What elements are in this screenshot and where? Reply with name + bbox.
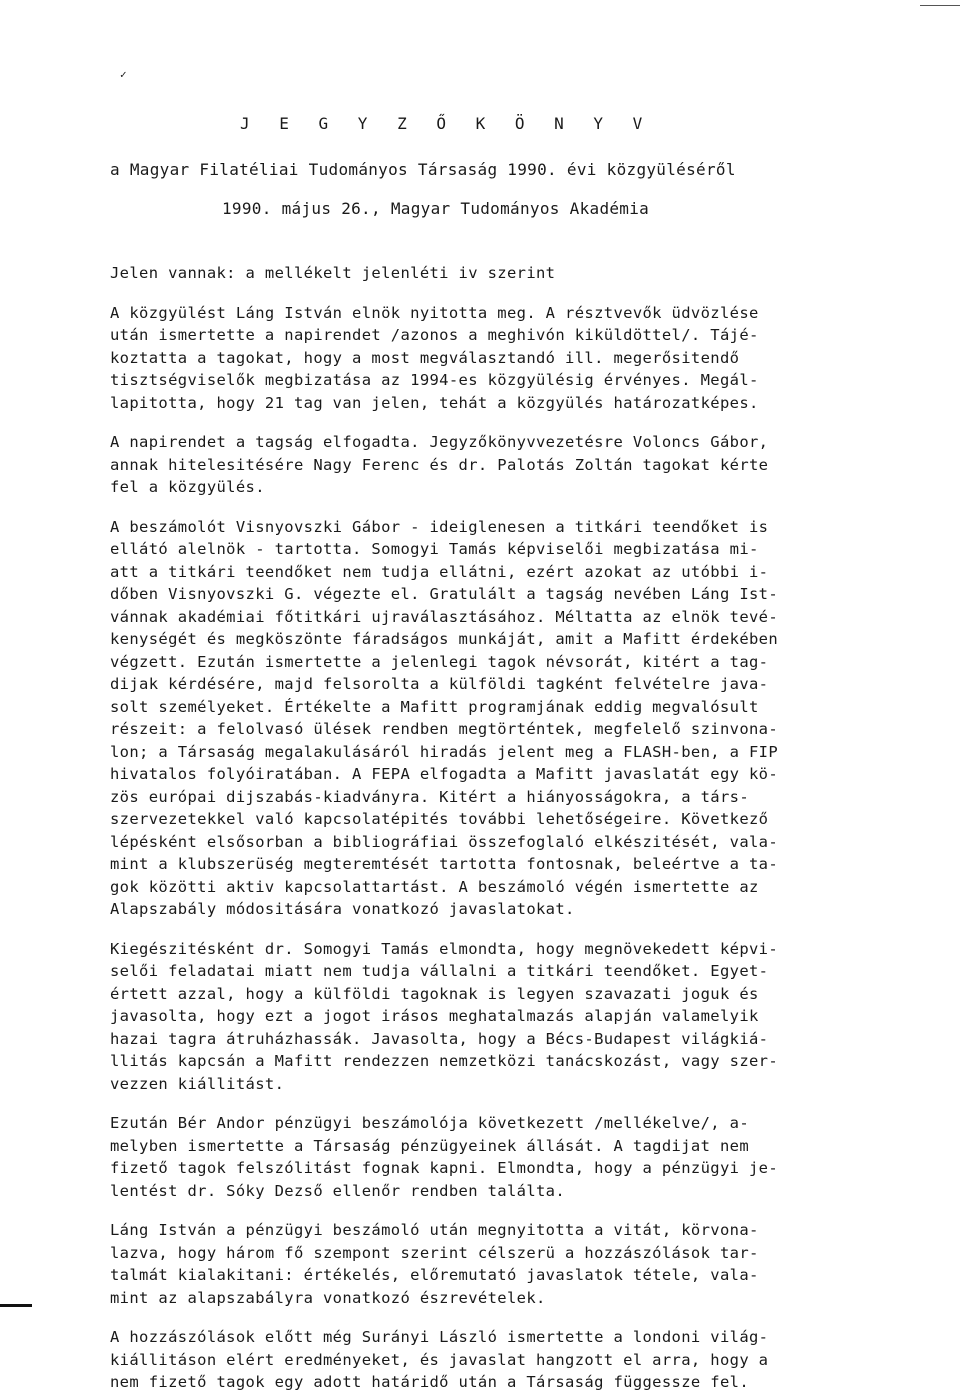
paragraph [110,302,885,415]
text-line: hivatalos folyóiratában. A FEPA elfogadta a Mafitt javaslatát egy kö- [110,765,779,783]
document-date-location: 1990. május 26., Magyar Tudományos Akadémia [222,199,650,218]
paragraph [110,262,885,285]
text-line: vánnak akadémiai főtitkári ujraválasztásához. Méltatta az elnök tevé- [110,607,779,626]
text-line: melyben ismertette a Társaság pénzügyeinek állását. A tagdijat nem [110,1136,749,1155]
paragraph [110,1326,885,1394]
text-line: koztatta a tagokat, hogy a most megválasztandó ill. megerősitendő [110,348,740,367]
paragraph [110,516,885,921]
paragraph-gap [110,1309,885,1326]
text-line: szervezetekkel való kapcsolatépités további lehetőségeire. Következő [110,810,769,828]
text-line: kenységét és megköszönte fáradságos munkáját, amit a Mafitt érdekében [110,630,779,648]
text-line: lazva, hogy három fő szempont szerint célszerü a hozzászólások tar- [110,1243,759,1262]
paragraph-gap [110,499,885,516]
paragraph-gap [110,921,885,938]
text-line: hazai tagra átruházhassák. Javasolta, hogy a Bécs-Budapest világkiá- [110,1029,769,1048]
paragraph-gap [110,285,885,302]
paragraph [110,938,885,1096]
text-line: annak hitelesitésére Nagy Ferenc és dr. Palotás Zoltán tagokat kérte [110,455,769,474]
text-line: dőben Visnyovszki G. végezte el. Gratulált a tagság nevében Láng Ist- [110,585,779,603]
text-line: Alapszabály módositására vonatkozó javaslatokat. [110,900,575,918]
text-line: Ezután Bér Andor pénzügyi beszámolója következett /mellékelve/, a- [110,1114,749,1132]
document-subtitle: a Magyar Filatéliai Tudományos Társaság 1990. évi közgyüléséről [110,160,736,179]
paragraph [110,1112,885,1202]
text-line: Kiegészitésként dr. Somogyi Tamás elmondta, hogy megnövekedett képvi- [110,939,779,958]
paragraph [110,1219,885,1309]
text-line: ellátó alelnök - tartotta. Somogyi Tamás képviselői megbizatása mi- [110,540,759,558]
text-line: gok közötti aktiv kapcsolattartást. A beszámoló végén ismertette az [110,877,759,896]
text-line: Láng István a pénzügyi beszámoló után megnyitotta a vitát, körvona- [110,1221,759,1239]
text-line: A beszámolót Visnyovszki Gábor - ideiglenesen a titkári teendőket is [110,517,769,536]
text-line: mint a klubszerüség megteremtését tartotta fontosnak, beleértve a ta- [110,855,779,873]
paragraph-gap [110,1202,885,1219]
text-line: fel a közgyülés. [110,478,265,496]
paragraph-gap [110,414,885,431]
text-line: után ismertette a napirendet /azonos a meghivón kiküldöttel/. Tájé- [110,326,759,344]
text-line: végzett. Ezután ismertette a jelenlegi tagok névsorát, kitért a tag- [110,652,769,671]
text-line: dijak kérdésére, majd felsorolta a külföldi tagként felvételre java- [110,675,769,693]
paragraph-gap [110,1095,885,1112]
text-line: lentést dr. Sóky Dezső ellenőr rendben találta. [110,1181,566,1200]
document-body [110,262,885,1394]
text-line: solt személyeket. Értékelte a Mafitt programjának eddig megvalósult [110,697,759,716]
scan-mark-bottom-left [0,1304,32,1307]
text-line: llitás kapcsán a Mafitt rendezzen nemzetközi tanácskozást, vagy szer- [110,1052,779,1070]
text-line: kiállitáson elért eredményeket, és javaslat hangzott el arra, hogy a [110,1350,769,1369]
scan-mark-top-right [920,5,960,6]
text-line: nem fizető tagok egy adott határidő után a Társaság függessze fel. [110,1373,749,1391]
text-line: zös európai dijszabás-kiadványra. Kitért a hiányosságokra, a társ- [110,787,749,806]
text-line: mint az alapszabályra vonatkozó észrevételek. [110,1288,546,1307]
text-line: talmát kialakitani: értékelés, előremutató javaslatok tétele, vala- [110,1266,759,1284]
text-line: javasolta, hogy ezt a jogot irásos meghatalmazás alapján valamelyik [110,1007,759,1025]
text-line: A napirendet a tagság elfogadta. Jegyzőkönyvvezetésre Voloncs Gábor, [110,433,769,451]
text-line: lapitotta, hogy 21 tag van jelen, tehát a közgyülés határozatképes. [110,393,759,412]
text-line: lépésként elsősorban a bibliográfiai összefoglaló elkészitését, vala- [110,832,779,851]
paragraph [110,431,885,499]
text-line: részeit: a felolvasó ülések rendben megtörténtek, megfelelő szinvona- [110,720,779,738]
text-line: tisztségviselők megbizatása az 1994-es közgyülésig érvényes. Megál- [110,371,759,389]
text-line: vezzen kiállitást. [110,1074,285,1093]
text-line: A közgyülést Láng István elnök nyitotta meg. A résztvevők üdvözlése [110,303,759,322]
scan-mark: ✓ [120,68,127,81]
text-line: selői feladatai miatt nem tudja vállalni a titkári teendőket. Egyet- [110,962,769,980]
text-line: Jelen vannak: a mellékelt jelenléti iv szerint [110,264,556,282]
text-line: att a titkári teendőket nem tudja ellátni, ezért azokat az utóbbi i- [110,562,769,581]
text-line: lon; a Társaság megalakulásáról hiradás jelent meg a FLASH-ben, a FIP [110,742,779,761]
text-line: A hozzászólások előtt még Surányi László ismertette a londoni világ- [110,1328,769,1346]
text-line: értett azzal, hogy a külföldi tagoknak is legyen szavazati joguk és [110,984,759,1003]
document-title: J E G Y Z Ő K Ö N Y V [240,114,653,133]
text-line: fizető tagok felszólitást fognak kapni. Elmondta, hogy a pénzügyi je- [110,1159,779,1177]
